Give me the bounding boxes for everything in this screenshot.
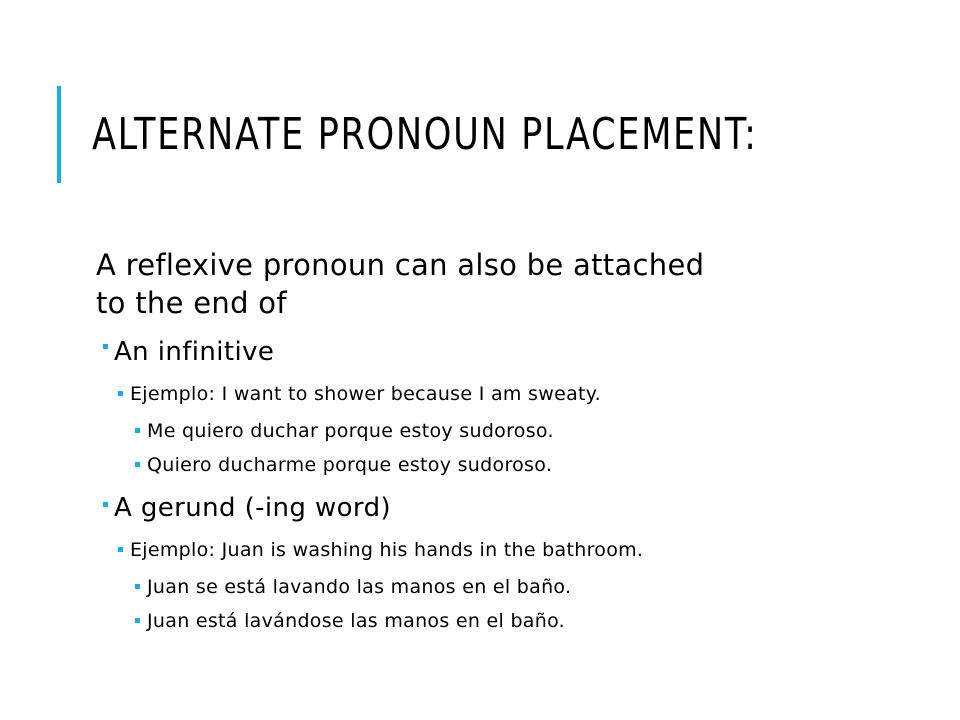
slide-title: ALTERNATE PRONOUN PLACEMENT: [92,109,758,160]
sentence-text: Juan está lavándose las manos en el baño. [147,610,566,632]
intro-text [96,246,866,322]
sentence-text: Juan se está lavando las manos en el baño. [147,576,572,598]
point-label: A gerund (-ing word) [114,493,392,523]
bullet-square-icon [135,462,140,467]
bullet-square-icon [103,502,108,507]
bullet-square-icon [118,391,123,396]
sentence-text: Quiero ducharme porque estoy sudoroso. [147,454,553,476]
example-text: Ejemplo: Juan is washing his hands in the bathroom. [130,539,644,561]
bullet-square-icon [118,547,123,552]
point-label: An infinitive [114,337,275,367]
bullet-square-icon [103,344,108,349]
sentence-text: Me quiero duchar porque estoy sudoroso. [147,420,554,442]
example-text: Ejemplo: I want to shower because I am sweaty. [130,383,601,405]
bullet-square-icon [135,618,140,623]
bullet-square-icon [135,584,140,589]
bullet-square-icon [135,428,140,433]
intro-line-2: to the end of [96,286,287,320]
intro-line-1: A reflexive pronoun can also be attached [96,248,705,282]
